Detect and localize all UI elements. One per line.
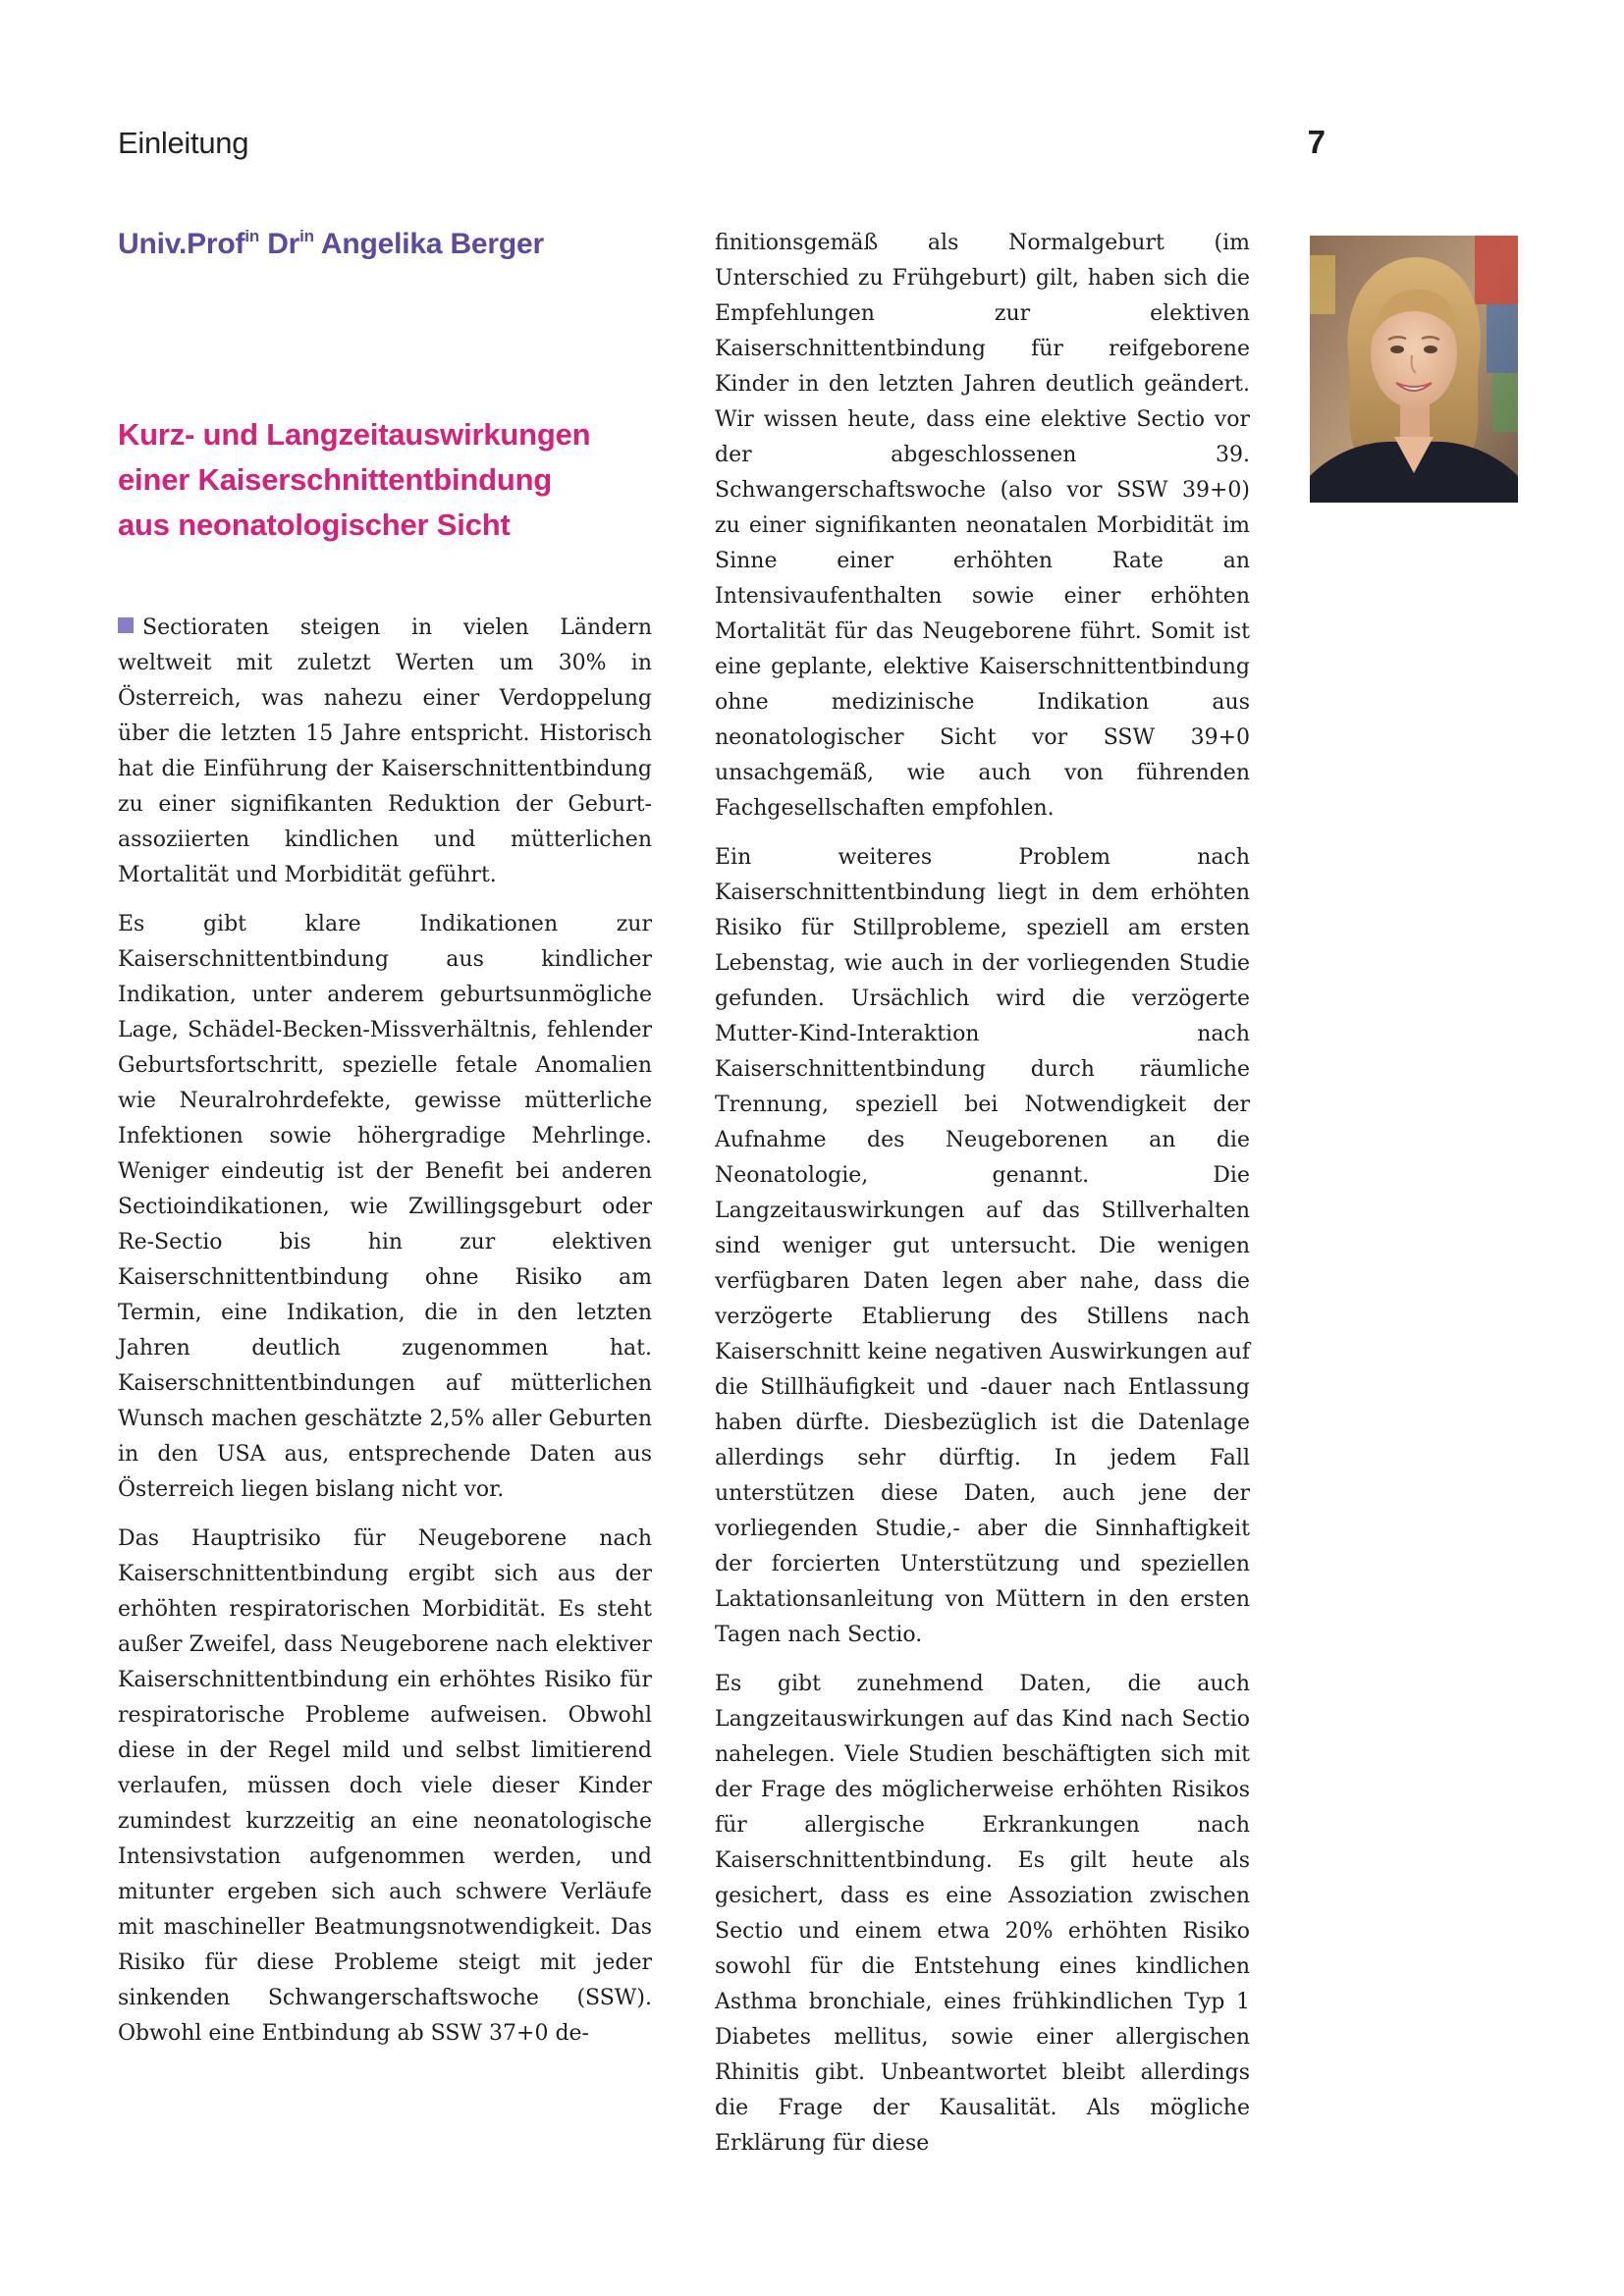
author-name [118, 228, 544, 261]
author-title-dr: Dr [267, 228, 300, 260]
author-title-prof-suffix: in [244, 227, 260, 245]
body-paragraph: Ein weiteres Problem nach Kaiserschnittentbindung liegt in dem erhöhten Risiko für Stillprobleme, speziell am ersten Lebenstag, wie auch in der vorliegenden Studie gefunden. Ursächlich wird die verzögerte Mutter-Kind-Interaktion nach Kaiserschnittentbindung durch räumliche Trennung, speziell bei Notwendigkeit der Aufnahme des Neugeborenen an die Neonatologie, genannt. Die Langzeitauswirkungen auf das Stillverhalten sind weniger gut untersucht. Die wenigen verfügbaren Daten legen aber nahe, dass die verzögerte Etablierung des Stillens nach Kaiserschnitt keine negativen Auswirkungen auf die Stillhäufigkeit und -dauer nach Entlassung haben dürfte. Diesbezüglich ist die Datenlage allerdings sehr dürftig. In jedem Fall unterstützen diese Daten, auch jene der vorliegenden Studie,- aber die Sinnhaftigkeit der forcierten Unterstützung und speziellen Laktationsanleitung von Müttern in den ersten Tagen nach Sectio. [715, 845, 1250, 1647]
page-number: 7 [1307, 124, 1326, 160]
author-portrait-illustration [1310, 236, 1518, 503]
author-title-dr-suffix: in [299, 227, 314, 245]
body-column-right [715, 226, 1250, 2175]
body-paragraph: Es gibt klare Indikationen zur Kaiserschnittentbindung aus kindlicher Indikation, unter anderem geburtsunmögliche Lage, Schädel-Becken-Missverhältnis, fehlender Geburtsfortschritt, spezielle fetale Anomalien wie Neuralrohrdefekte, gewisse mütterliche Infektionen sowie höhergradige Mehrlinge. Weniger eindeutig ist der Benefit bei anderen Sectioindikationen, wie Zwillingsgeburt oder Re-Sectio bis hin zur elektiven Kaiserschnittentbindung ohne Risiko am Termin, eine Indikation, die in den letzten Jahren deutlich zugenommen hat. Kaiserschnittentbindungen auf mütterlichen Wunsch machen geschätzte 2,5% aller Geburten in den USA aus, entsprechende Daten aus Österreich liegen bislang nicht vor. [118, 912, 652, 1502]
body-column-left [118, 611, 652, 2065]
body-paragraph: Das Hauptrisiko für Neugeborene nach Kaiserschnittentbindung ergibt sich aus der erhöhten respiratorischen Morbidität. Es steht außer Zweifel, dass Neugeborene nach elektiver Kaiserschnittentbindung ein erhöhtes Risiko für respiratorische Probleme aufweisen. Obwohl diese in der Regel mild und selbst limitierend verlaufen, müssen doch viele dieser Kinder zumindest kurzzeitig an eine neonatologische Intensivstation aufgenommen werden, und mitunter ergeben sich auch schwere Verläufe mit maschineller Beatmungsnotwendigkeit. Das Risiko für diese Probleme steigt mit jeder sinkenden Schwangerschaftswoche (SSW). Obwohl eine Entbindung ab SSW 37+0 de- [118, 1526, 652, 2046]
body-paragraph: finitionsgemäß als Normalgeburt (im Unterschied zu Frühgeburt) gilt, haben sich die Empfehlungen zur elektiven Kaiserschnittentbindung für reifgeborene Kinder in den letzten Jahren deutlich geändert. Wir wissen heute, dass eine elektive Sectio vor der abgeschlossenen 39. Schwangerschaftswoche (also vor SSW 39+0) zu einer signifikanten neonatalen Morbidität im Sinne einer erhöhten Rate an Intensivaufenthalten sowie einer erhöhten Mortalität für das Neugeborene führt. Somit ist eine geplante, elektive Kaiserschnittentbindung ohne medizinische Indikation aus neonatologischer Sicht vor SSW 39+0 unsachgemäß, wie auch von führenden Fachgesellschaften empfohlen. [715, 231, 1250, 821]
body-paragraph-text: Sectioraten steigen in vielen Ländern weltweit mit zuletzt Werten um 30% in Österreich, was nahezu einer Verdoppelung über die letzten 15 Jahre entspricht. Historisch hat die Einführung der Kaiserschnittentbindung zu einer signifikanten Reduktion der Geburt-assoziierten kindlichen und mütterlichen Mortalität und Morbidität geführt. [118, 615, 652, 887]
article-title-line-2: einer Kaiserschnittentbindung [118, 462, 553, 497]
author-title-prof: Univ.Prof [118, 228, 245, 260]
body-paragraph: Es gibt zunehmend Daten, die auch Langzeitauswirkungen auf das Kind nach Sectio nahelegen. Viele Studien beschäftigten sich mit der Frage des möglicherweise erhöhten Risikos für allergische Erkrankungen nach Kaiserschnittentbindung. Es gilt heute als gesichert, dass es eine Assoziation zwischen Sectio und einem etwa 20% erhöhten Risiko sowohl für die Entstehung eines kindlichen Asthma bronchiale, eines frühkindlichen Typ 1 Diabetes mellitus, sowie einer allergischen Rhinitis gibt. Unbeantwortet bleibt allerdings die Frage der Kausalität. Als mögliche Erklärung für diese [715, 1672, 1250, 2156]
section-marker-square-icon [118, 617, 134, 633]
author-fullname: Angelika Berger [320, 228, 544, 260]
body-paragraph [118, 611, 652, 893]
running-header-section: Einleitung [118, 126, 249, 160]
article-title-line-1: Kurz- und Langzeitauswirkungen [118, 417, 591, 452]
article-title [118, 412, 668, 548]
article-title-line-3: aus neonatologischer Sicht [118, 507, 511, 542]
author-portrait-photo [1310, 236, 1518, 503]
